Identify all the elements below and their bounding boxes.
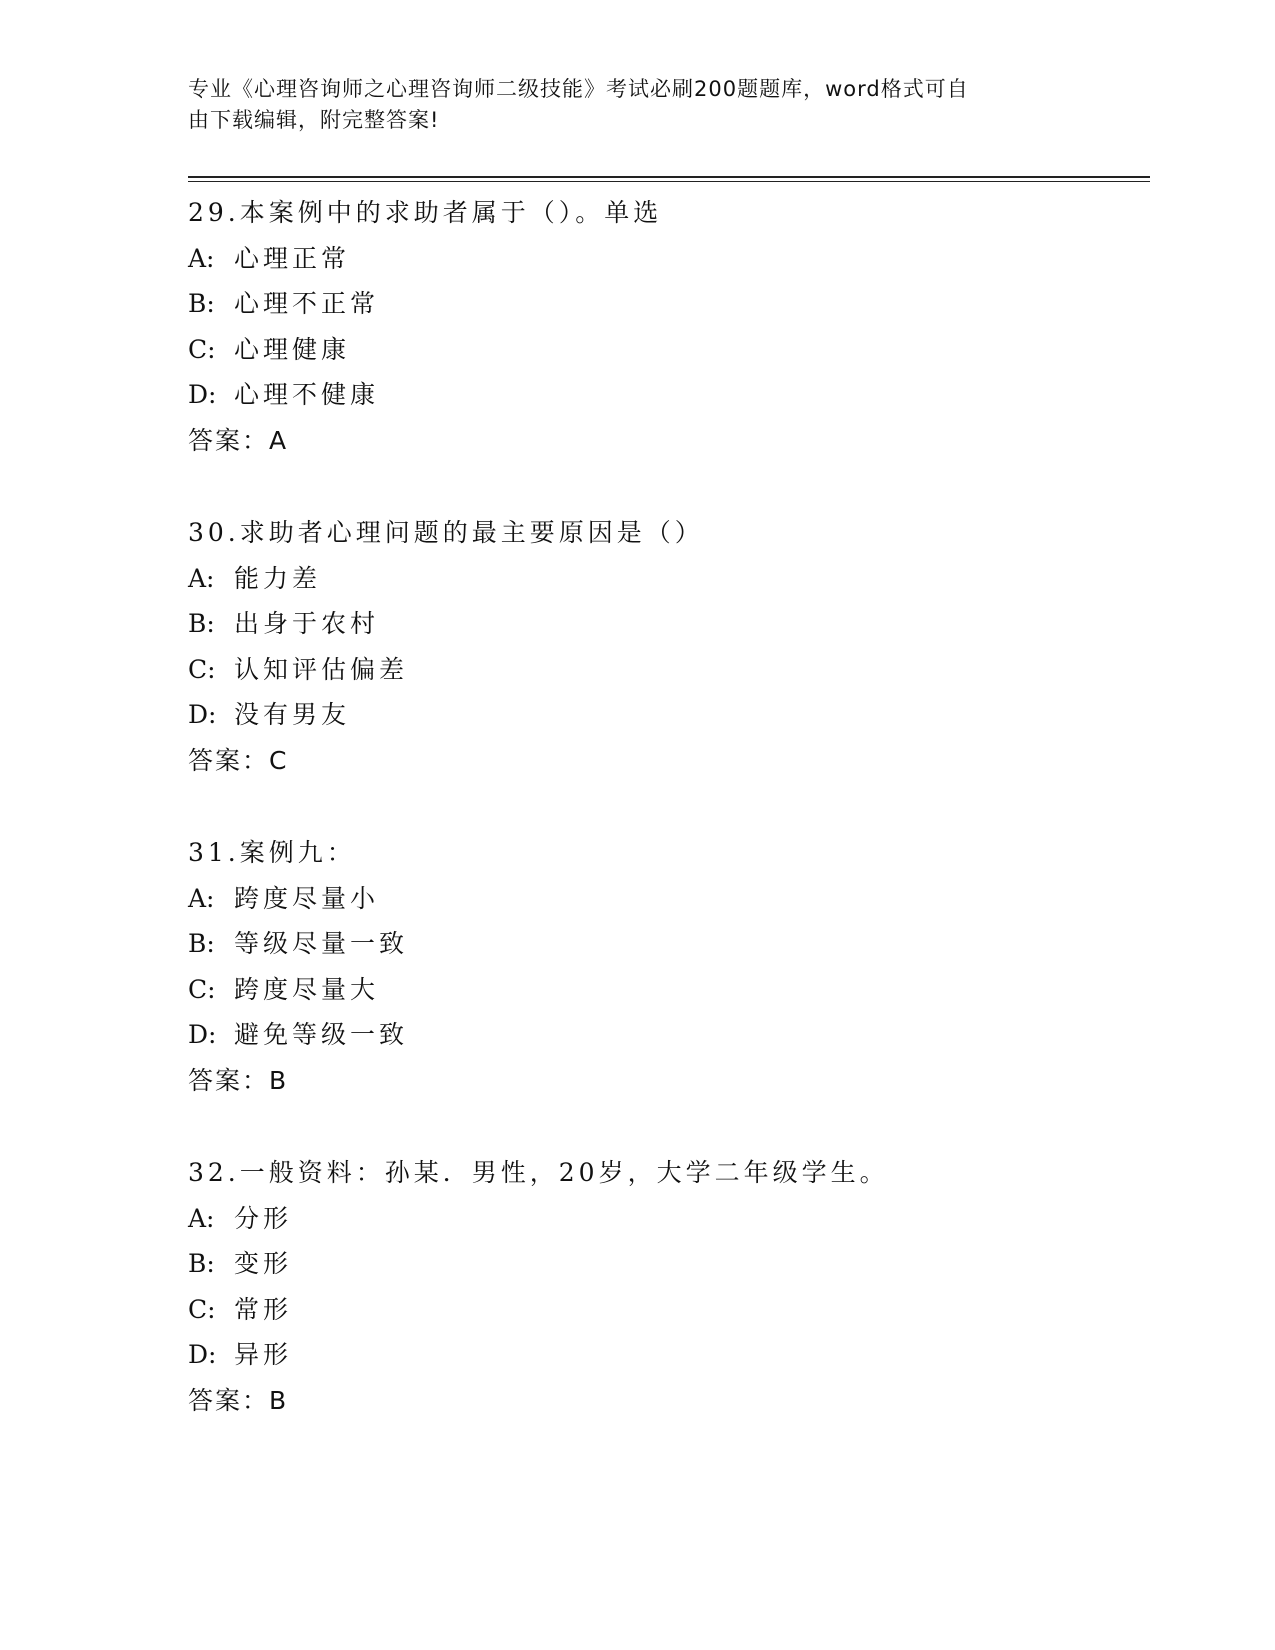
- question-29: [188, 190, 1148, 510]
- option-b: [188, 601, 1148, 647]
- option-key: A:: [188, 883, 215, 913]
- answer-label: 答案：A: [188, 425, 289, 455]
- option-key: D:: [188, 1020, 217, 1050]
- header-line-2: 由下载编辑，附完整答案!: [188, 108, 440, 132]
- option-d: [188, 1012, 1148, 1058]
- question-stem: 29.本案例中的求助者属于（）。单选: [188, 198, 663, 227]
- option-key: C:: [188, 1294, 216, 1324]
- option-a: [188, 236, 1148, 282]
- option-text: 心理正常: [234, 243, 351, 273]
- option-key: B:: [188, 1249, 215, 1279]
- option-text: 认知评估偏差: [234, 654, 409, 684]
- option-d: [188, 692, 1148, 738]
- header-divider-thick: [188, 176, 1150, 178]
- option-key: C:: [188, 654, 216, 684]
- option-c: [188, 327, 1148, 373]
- question-30: [188, 510, 1148, 830]
- option-text: 能力差: [234, 563, 322, 593]
- answer-label: 答案：B: [188, 1065, 289, 1095]
- option-text: 异形: [234, 1340, 293, 1370]
- option-text: 心理健康: [234, 334, 351, 364]
- option-key: A:: [188, 1203, 215, 1233]
- option-c: [188, 967, 1148, 1013]
- option-b: [188, 1241, 1148, 1287]
- option-text: 心理不健康: [234, 380, 380, 410]
- option-a: [188, 1196, 1148, 1242]
- option-key: D:: [188, 700, 217, 730]
- document-header: [188, 74, 1068, 136]
- option-text: 避免等级一致: [234, 1020, 409, 1050]
- question-31: [188, 830, 1148, 1150]
- option-text: 跨度尽量小: [234, 883, 380, 913]
- option-d: [188, 1332, 1148, 1378]
- question-list: [188, 190, 1148, 1470]
- option-key: D:: [188, 1340, 217, 1370]
- answer-label: 答案：C: [188, 745, 289, 775]
- option-text: 分形: [234, 1203, 293, 1233]
- option-key: B:: [188, 609, 215, 639]
- option-b: [188, 281, 1148, 327]
- question-stem: 30.求助者心理问题的最主要原因是（）: [188, 518, 704, 547]
- option-text: 等级尽量一致: [234, 929, 409, 959]
- answer-label: 答案：B: [188, 1385, 289, 1415]
- option-key: D:: [188, 380, 217, 410]
- option-c: [188, 1287, 1148, 1333]
- option-a: [188, 556, 1148, 602]
- option-text: 常形: [234, 1294, 293, 1324]
- option-key: C:: [188, 334, 216, 364]
- option-b: [188, 921, 1148, 967]
- option-key: B:: [188, 929, 215, 959]
- option-key: A:: [188, 563, 215, 593]
- option-a: [188, 876, 1148, 922]
- option-text: 没有男友: [234, 700, 351, 730]
- option-text: 心理不正常: [234, 289, 380, 319]
- question-32: [188, 1150, 1148, 1470]
- option-key: A:: [188, 243, 215, 273]
- header-line-1: 专业《心理咨询师之心理咨询师二级技能》考试必刷200题题库，word格式可自: [188, 77, 969, 101]
- option-text: 变形: [234, 1249, 293, 1279]
- question-stem: 31.案例九：: [188, 838, 356, 867]
- option-c: [188, 647, 1148, 693]
- option-text: 跨度尽量大: [234, 974, 380, 1004]
- option-key: C:: [188, 974, 216, 1004]
- question-stem: 32.一般资料：孙某．男性，20岁，大学二年级学生。: [188, 1158, 889, 1187]
- option-key: B:: [188, 289, 215, 319]
- option-d: [188, 372, 1148, 418]
- header-divider-thin: [188, 181, 1150, 182]
- option-text: 出身于农村: [234, 609, 380, 639]
